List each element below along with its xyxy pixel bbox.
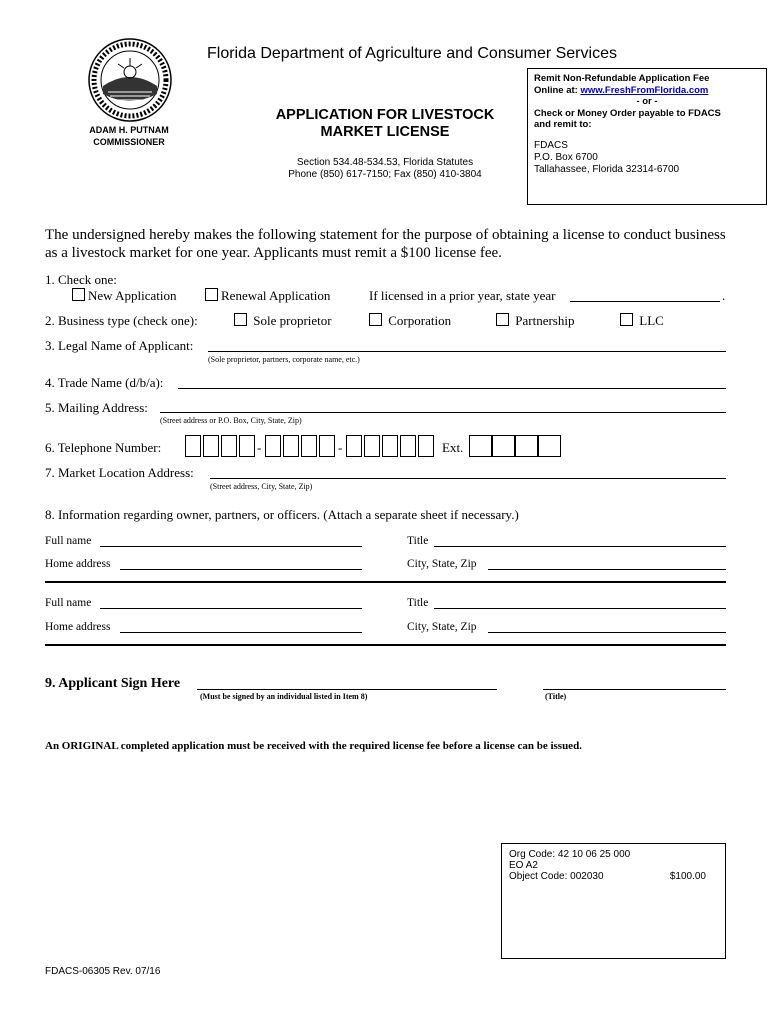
corporation-checkbox[interactable] xyxy=(369,313,382,326)
corporation-label: Corporation xyxy=(388,313,452,328)
signature-label: 9. Applicant Sign Here xyxy=(45,676,181,691)
new-application-label: New Application xyxy=(88,288,177,303)
phone-dash: - xyxy=(338,440,343,455)
eo-code: EO A2 xyxy=(509,860,538,871)
home-address-label: Home address xyxy=(45,621,111,633)
area-code-boxes[interactable] xyxy=(185,435,255,457)
org-code: Org Code: 42 10 06 25 000 xyxy=(509,849,631,860)
renewal-label: Renewal Application xyxy=(221,288,331,303)
llc-option[interactable] xyxy=(620,313,664,329)
object-code: Object Code: 002030 xyxy=(509,871,604,882)
ext-digit-box[interactable] xyxy=(538,435,561,457)
sole-proprietor-option[interactable] xyxy=(234,313,332,329)
phone-digit-box[interactable] xyxy=(364,435,380,457)
title-label: Title xyxy=(407,597,429,609)
new-application-option[interactable] xyxy=(72,288,176,304)
owner1-home-address-field[interactable] xyxy=(120,569,362,570)
phone-digit-box[interactable] xyxy=(382,435,398,457)
fee-line: Remit Non-Refundable Application Fee xyxy=(534,73,710,84)
city-state-zip-label: City, State, Zip xyxy=(407,621,477,633)
partnership-label: Partnership xyxy=(515,313,575,328)
signature-field[interactable] xyxy=(197,689,497,690)
full-name-label: Full name xyxy=(45,535,92,547)
statute-reference: Section 534.48-534.53, Florida Statutes xyxy=(296,157,474,168)
original-notice: An ORIGINAL completed application must be received with the required license fee before a license can be issued. xyxy=(45,740,582,752)
prefix-boxes[interactable] xyxy=(265,435,337,457)
phone-digit-box[interactable] xyxy=(319,435,335,457)
owner1-city-state-zip-field[interactable] xyxy=(488,569,726,570)
form-title-line2: MARKET LICENSE xyxy=(320,124,450,140)
ext-label: Ext. xyxy=(442,440,464,455)
renewal-option[interactable] xyxy=(205,288,330,304)
phone-digit-box[interactable] xyxy=(221,435,237,457)
owner2-home-address-field[interactable] xyxy=(120,632,362,633)
phone-digit-box[interactable] xyxy=(301,435,317,457)
legal-name-field[interactable] xyxy=(208,351,726,352)
owner1-title-field[interactable] xyxy=(434,546,726,547)
ext-digit-box[interactable] xyxy=(492,435,515,457)
item5-label: 5. Mailing Address: xyxy=(45,400,148,415)
intro-statement: The undersigned hereby makes the following statement for the purpose of obtaining a license to conduct business as a livestock market for one year. Applicants must remit a $100 license fee. xyxy=(45,227,726,261)
phone-digit-box[interactable] xyxy=(265,435,281,457)
phone-digit-box[interactable] xyxy=(283,435,299,457)
owner2-city-state-zip-field[interactable] xyxy=(488,632,726,633)
market-location-field[interactable] xyxy=(210,478,726,479)
title-label: Title xyxy=(407,535,429,547)
signer-title-note: (Title) xyxy=(545,692,567,701)
phone-digit-box[interactable] xyxy=(203,435,219,457)
form-title xyxy=(260,107,510,141)
form-id: FDACS-06305 Rev. 07/16 xyxy=(45,966,161,977)
remit-address-line2: P.O. Box 6700 xyxy=(534,151,598,163)
phone-digit-box[interactable] xyxy=(185,435,201,457)
signer-title-field[interactable] xyxy=(543,689,726,690)
fee-amount: $100.00 xyxy=(669,871,706,882)
item1-label: 1. Check one: xyxy=(45,272,117,287)
legal-name-note: (Sole proprietor, partners, corporate name, etc.) xyxy=(208,355,360,364)
section-divider xyxy=(45,644,726,646)
full-name-label: Full name xyxy=(45,597,92,609)
partnership-checkbox[interactable] xyxy=(496,313,509,326)
signature-note: (Must be signed by an individual listed in Item 8) xyxy=(200,692,368,701)
ext-digit-box[interactable] xyxy=(515,435,538,457)
phone-digit-box[interactable] xyxy=(400,435,416,457)
ext-digit-box[interactable] xyxy=(469,435,492,457)
prior-year-field[interactable] xyxy=(570,301,720,302)
market-location-note: (Street address, City, State, Zip) xyxy=(210,482,313,491)
remit-address-line3: Tallahassee, Florida 32314-6700 xyxy=(534,163,680,175)
commissioner-title: COMMISSIONER xyxy=(93,137,165,147)
item6-label: 6. Telephone Number: xyxy=(45,440,162,455)
item4-label: 4. Trade Name (d/b/a): xyxy=(45,375,164,390)
fresh-from-florida-link[interactable]: www.FreshFromFlorida.com xyxy=(580,84,709,96)
prior-year-label: If licensed in a prior year, state year xyxy=(369,288,556,303)
fee-instructions-box xyxy=(527,68,767,205)
mailing-address-field[interactable] xyxy=(160,412,726,413)
sole-proprietor-label: Sole proprietor xyxy=(253,313,332,328)
llc-checkbox[interactable] xyxy=(620,313,633,326)
period: . xyxy=(722,288,726,303)
agency-name: Florida Department of Agriculture and Consumer Services xyxy=(207,45,617,62)
accounting-codes-box xyxy=(501,843,726,959)
item3-label: 3. Legal Name of Applicant: xyxy=(45,338,194,353)
sole-proprietor-checkbox[interactable] xyxy=(234,313,247,326)
llc-label: LLC xyxy=(639,313,664,328)
extension-boxes[interactable] xyxy=(469,435,561,457)
remit-address xyxy=(534,140,760,176)
home-address-label: Home address xyxy=(45,558,111,570)
item2-label: 2. Business type (check one): xyxy=(45,313,198,328)
phone-digit-box[interactable] xyxy=(239,435,255,457)
trade-name-field[interactable] xyxy=(178,388,726,389)
object-code-row xyxy=(509,871,718,882)
or-separator: - or - xyxy=(636,96,658,107)
line-number-boxes[interactable] xyxy=(346,435,436,457)
check-line2: and remit to: xyxy=(534,119,592,130)
item7-label: 7. Market Location Address: xyxy=(45,465,194,480)
owner2-full-name-field[interactable] xyxy=(100,608,362,609)
phone-dash: - xyxy=(257,440,262,455)
statute-block xyxy=(260,157,510,181)
owner1-full-name-field[interactable] xyxy=(100,546,362,547)
new-application-checkbox[interactable] xyxy=(72,288,85,301)
state-seal-logo xyxy=(88,38,172,122)
section-divider xyxy=(45,581,726,583)
online-line xyxy=(534,85,760,97)
check-line1: Check or Money Order payable to FDACS xyxy=(534,107,721,119)
phone-digit-box[interactable] xyxy=(346,435,362,457)
city-state-zip-label: City, State, Zip xyxy=(407,558,477,570)
item8-label: 8. Information regarding owner, partners, or officers. (Attach a separate sheet if necessary.) xyxy=(45,507,519,522)
commissioner-block xyxy=(70,124,188,148)
phone-fax: Phone (850) 617-7150; Fax (850) 410-3804 xyxy=(288,169,482,180)
online-prefix: Online at: xyxy=(534,84,581,96)
partnership-option[interactable] xyxy=(496,313,574,329)
remit-address-line1: FDACS xyxy=(534,139,568,151)
mailing-note: (Street address or P.O. Box, City, State, Zip) xyxy=(160,416,302,425)
owner2-title-field[interactable] xyxy=(434,608,726,609)
renewal-checkbox[interactable] xyxy=(205,288,218,301)
corporation-option[interactable] xyxy=(369,313,451,329)
commissioner-name: ADAM H. PUTNAM xyxy=(89,125,169,135)
form-title-line1: APPLICATION FOR LIVESTOCK xyxy=(275,107,495,123)
phone-digit-box[interactable] xyxy=(418,435,434,457)
